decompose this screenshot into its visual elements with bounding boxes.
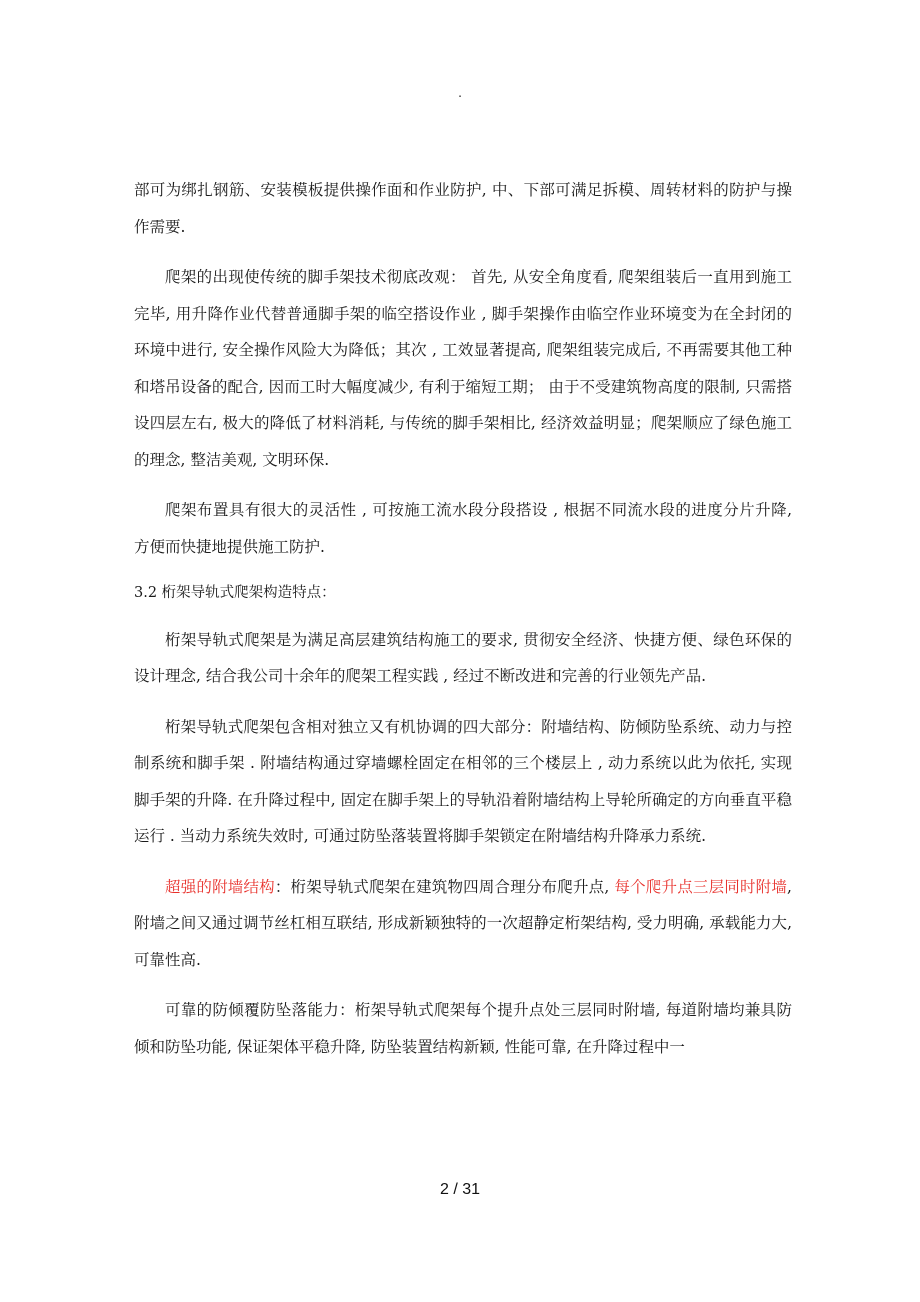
highlight-wall-structure: 超强的附墙结构 (165, 877, 275, 896)
text-segment: , 附墙之间又通过调节丝杠相互联结, 形成新颖独特的一次超静定桁架结构, 受力明确, 承载能力大, 可靠性高. (134, 877, 792, 969)
paragraph-product-intro: 桁架导轨式爬架是为满足高层建筑结构施工的要求, 贯彻安全经济、快捷方便、绿色环保的设计理念, 结合我公司十余年的爬架工程实践 , 经过不断改进和完善的行业领先产品. (134, 630, 792, 685)
paragraph-wall-structure (134, 869, 792, 979)
text-segment: ：桁架导轨式爬架在建筑物四周合理分布爬升点, (274, 877, 615, 896)
highlight-three-floor-attach: 每个爬升点三层同时附墙 (614, 877, 788, 896)
document-body (134, 172, 792, 1065)
section-heading-3-2: 3.2 桁架导轨式爬架构造特点： (134, 585, 336, 601)
header-mark: . (458, 86, 462, 100)
page-number: 2 / 31 (439, 1181, 481, 1198)
paragraph-climbing-frame-advantages: 爬架的出现使传统的脚手架技术彻底改观： 首先, 从安全角度看, 爬架组装后一直用到施工完毕, 用升降作业代替普通脚手架的临空搭设作业 , 脚手架操作由临空作业环境变为在全封闭的环境中进行, 安全操作风险大为降低；其次 , 工效显著提高, 爬架组装完成后, 不再需要其他工种和塔吊设备的配合, 因而工时大幅度减少, 有利于缩短工期； 由于不受建筑物高度的限制, 只需搭设四层左右, 极大的降低了材料消耗, 与传统的脚手架相比, 经济效益明显；爬架顺应了绿色施工的理念, 整洁美观, 文明环保. (134, 268, 792, 469)
paragraph-flexibility: 爬架布置具有很大的灵活性 , 可按施工流水段分段搭设 , 根据不同流水段的进度分片升降, 方便而快捷地提供施工防护. (134, 501, 792, 556)
paragraph-continuation: 部可为绑扎钢筋、安装模板提供操作面和作业防护, 中、下部可满足拆模、周转材料的防护与操作需要. (134, 181, 792, 236)
paragraph-four-parts: 桁架导轨式爬架包含相对独立又有机协调的四大部分：附墙结构、防倾防坠系统、动力与控制系统和脚手架 . 附墙结构通过穿墙螺栓固定在相邻的三个楼层上 , 动力系统以此为依托, 实现脚手架的升降. 在升降过程中, 固定在脚手架上的导轨沿着附墙结构上导轮所确定的方向垂直平稳运行 . 当动力系统失效时, 可通过防坠落装置将脚手架锁定在附墙结构升降承力系统. (134, 717, 792, 845)
paragraph-anti-fall: 可靠的防倾覆防坠落能力：桁架导轨式爬架每个提升点处三层同时附墙, 每道附墙均兼具防倾和防坠功能, 保证架体平稳升降, 防坠装置结构新颖, 性能可靠, 在升降过程中一 (134, 1001, 792, 1056)
